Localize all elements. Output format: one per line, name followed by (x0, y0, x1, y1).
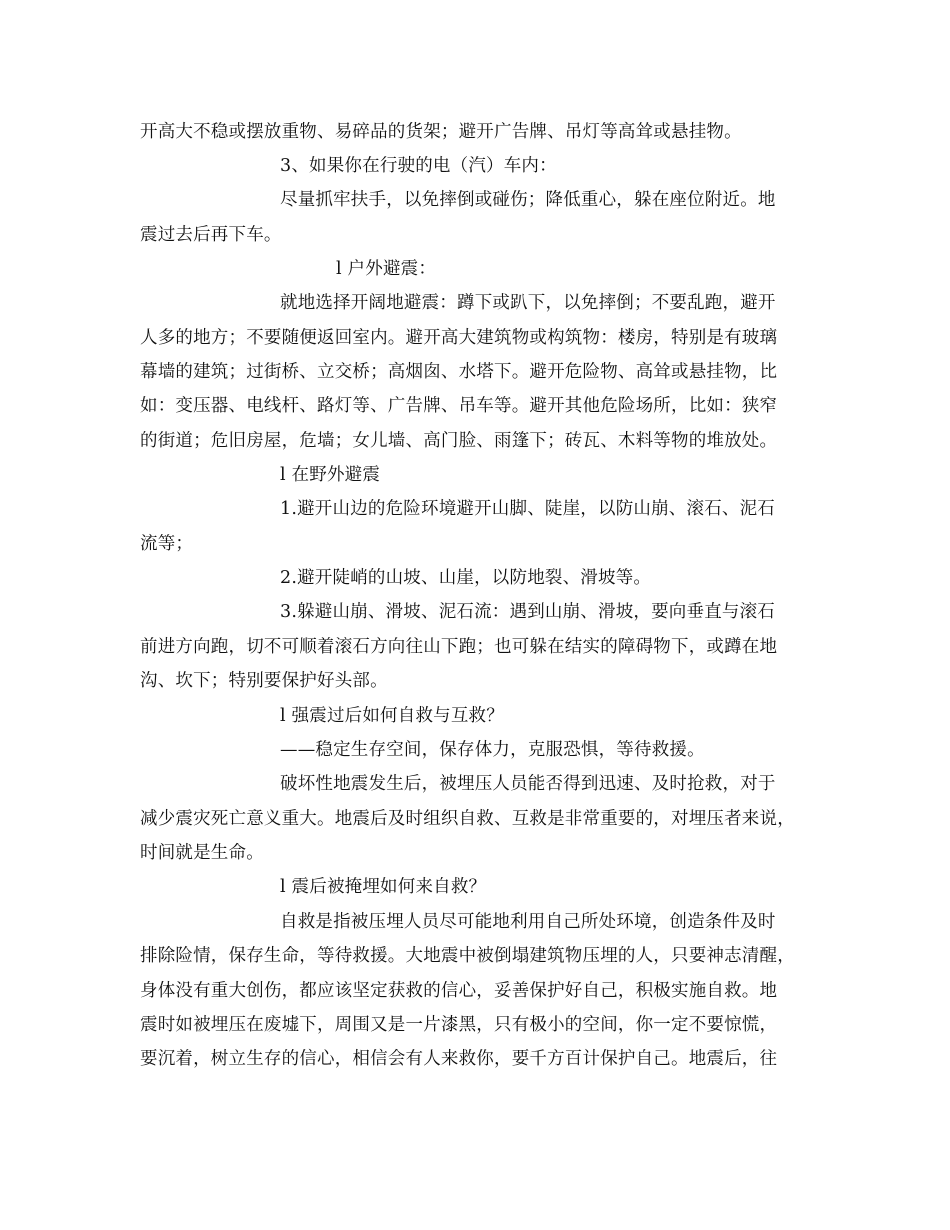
text-line: 排除险情，保存生命，等待救援。大地震中被倒塌建筑物压埋的人，只要神志清醒， (140, 946, 795, 966)
section-heading: l 强震过后如何自救与互救？ (280, 706, 504, 726)
text-line: 身体没有重大创伤，都应该坚定获救的信心，妥善保护好自己，积极实施自救。地 (140, 981, 778, 1001)
text-line: 幕墙的建筑；过街桥、立交桥；高烟囱、水塔下。避开危险物、高耸或悬挂物，比 (140, 362, 778, 382)
text-line: ——稳定生存空间，保存体力，克服恐惧，等待救援。 (280, 740, 705, 760)
text-line: 流等； (140, 534, 194, 554)
text-line: 2.避开陡峭的山坡、山崖，以防地裂、滑坡等。 (280, 568, 652, 588)
section-heading: l 户外避震： (336, 259, 437, 279)
text-line: 时间就是生命。 (140, 843, 264, 863)
text-line: 破坏性地震发生后，被埋压人员能否得到迅速、及时抢救，对于 (280, 774, 776, 794)
text-line: 前进方向跑，切不可顺着滚石方向往山下跑；也可躲在结实的障碍物下，或蹲在地 (140, 637, 778, 657)
text-line: 震时如被埋压在废墟下，周围又是一片漆黑，只有极小的空间，你一定不要惊慌， (140, 1015, 778, 1035)
text-line: 震过去后再下车。 (140, 225, 282, 245)
text-line: 沟、坎下；特别要保护好头部。 (140, 671, 388, 691)
section-heading: l 在野外避震 (280, 465, 381, 485)
section-heading: l 震后被掩埋如何来自救？ (280, 877, 487, 897)
text-line: 人多的地方；不要随便返回室内。避开高大建筑物或构筑物：楼房，特别是有玻璃 (140, 328, 778, 348)
text-line: 就地选择开阔地避震：蹲下或趴下，以免摔倒；不要乱跑，避开 (280, 293, 776, 313)
text-line: 尽量抓牢扶手，以免摔倒或碰伤；降低重心，躲在座位附近。地 (280, 190, 776, 210)
text-line: 自救是指被压埋人员尽可能地利用自己所处环境，创造条件及时 (280, 912, 776, 932)
text-line: 3.躲避山崩、滑坡、泥石流：遇到山崩、滑坡，要向垂直与滚石 (280, 602, 775, 622)
text-line: 要沉着，树立生存的信心，相信会有人来救你，要千方百计保护自己。地震后，往 (140, 1049, 778, 1069)
text-line: 的街道；危旧房屋，危墙；女儿墙、高门脸、雨篷下；砖瓦、木料等物的堆放处。 (140, 431, 778, 451)
text-line: 1.避开山边的危险环境避开山脚、陡崖，以防山崩、滚石、泥石 (280, 499, 775, 519)
text-line: 减少震灾死亡意义重大。地震后及时组织自救、互救是非常重要的，对埋压者来说， (140, 809, 795, 829)
section-heading: 3、如果你在行驶的电（汽）车内： (280, 156, 557, 176)
text-line: 开高大不稳或摆放重物、易碎品的货架；避开广告牌、吊灯等高耸或悬挂物。 (140, 122, 742, 142)
text-line: 如：变压器、电线杆、路灯等、广告牌、吊车等。避开其他危险场所，比如：狭窄 (140, 396, 778, 416)
